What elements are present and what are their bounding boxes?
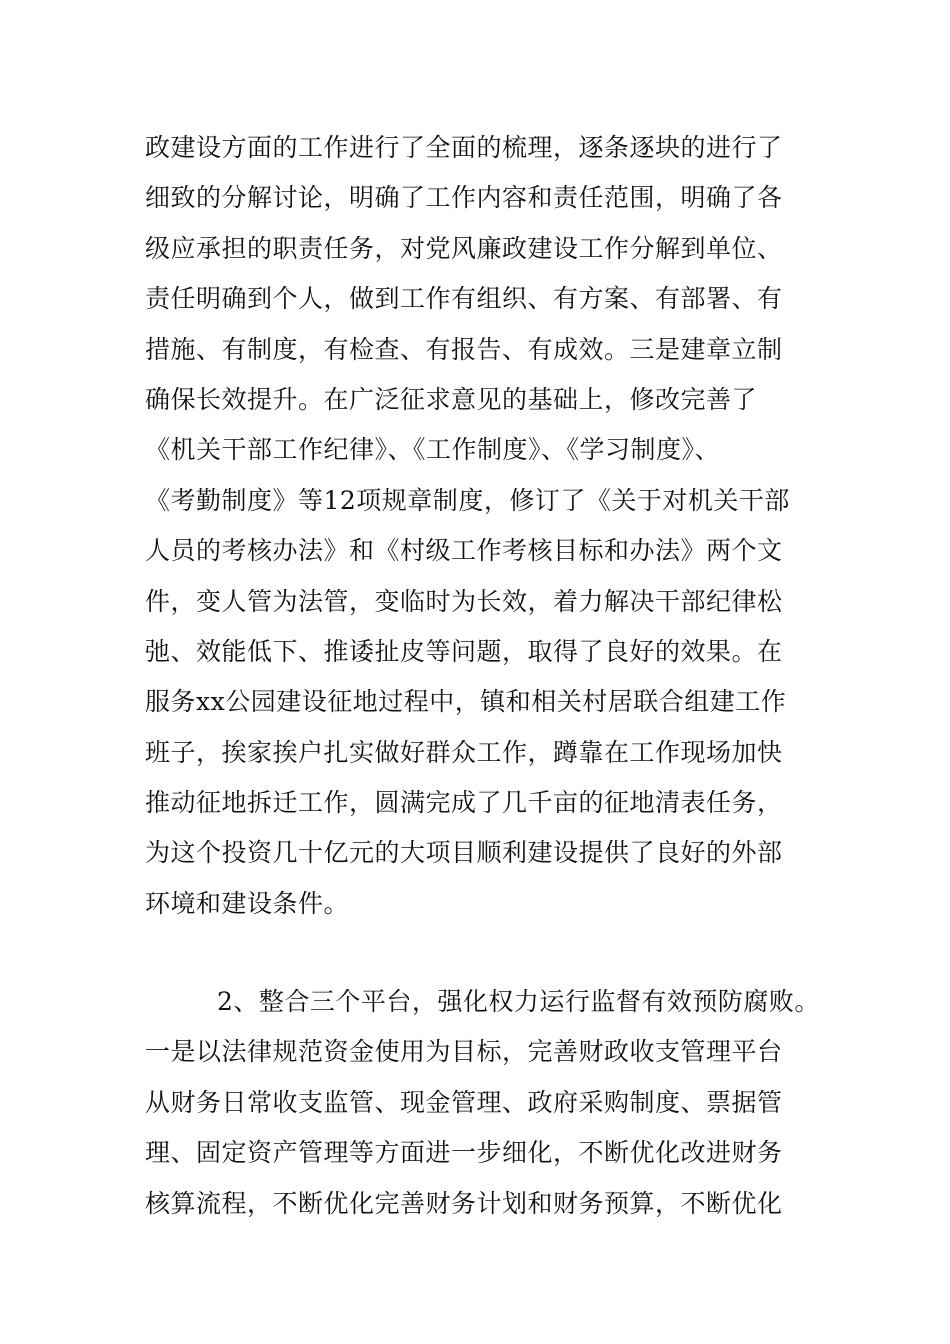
paragraph-line: 措施、有制度，有检查、有报告、有成效。三是建章立制 bbox=[145, 334, 783, 364]
paragraph-2 bbox=[145, 977, 845, 1229]
paragraph-line: 从财务日常收支监管、现金管理、政府采购制度、票据管 bbox=[145, 1087, 783, 1117]
paragraph-line: 确保长效提升。在广泛征求意见的基础上，修改完善了 bbox=[145, 384, 758, 414]
paragraph-1 bbox=[145, 123, 845, 929]
paragraph-line: 弛、效能低下、推诿扯皮等问题，取得了良好的效果。在 bbox=[145, 636, 783, 666]
paragraph-line: 政建设方面的工作进行了全面的梳理，逐条逐块的进行了 bbox=[145, 133, 783, 162]
paragraph-line: 班子，挨家挨户扎实做好群众工作，蹲靠在工作现场加快 bbox=[145, 737, 783, 767]
paragraph-line: 《考勤制度》等12项规章制度，修订了《关于对机关干部 bbox=[145, 485, 790, 515]
paragraph-line: 人员的考核办法》和《村级工作考核目标和办法》两个文 bbox=[145, 536, 783, 566]
paragraph-line: 服务xx公园建设征地过程中，镇和相关村居联合组建工作 bbox=[145, 687, 787, 717]
paragraph-line: 理、固定资产管理等方面进一步细化，不断优化改进财务 bbox=[145, 1138, 783, 1168]
paragraph-line: 一是以法律规范资金使用为目标，完善财政收支管理平台 bbox=[145, 1037, 783, 1067]
paragraph-line: 《机关干部工作纪律》、《工作制度》、《学习制度》、 bbox=[145, 435, 721, 465]
section-heading-line: 2、整合三个平台，强化权力运行监督有效预防腐败。 bbox=[217, 987, 820, 1016]
paragraph-line: 责任明确到个人，做到工作有组织、有方案、有部署、有 bbox=[145, 284, 783, 314]
paragraph-line: 细致的分解讨论，明确了工作内容和责任范围，明确了各 bbox=[145, 183, 783, 213]
paragraph-line: 为这个投资几十亿元的大项目顺利建设提供了良好的外部 bbox=[145, 838, 783, 868]
paragraph-line: 级应承担的职责任务，对党风廉政建设工作分解到单位、 bbox=[145, 233, 783, 263]
paragraph-line: 推动征地拆迁工作，圆满完成了几千亩的征地清表任务， bbox=[145, 788, 783, 818]
paragraph-line: 件，变人管为法管，变临时为长效，着力解决干部纪律松 bbox=[145, 586, 783, 616]
paragraph-line: 环境和建设条件。 bbox=[145, 888, 350, 918]
paragraph-line: 核算流程，不断优化完善财务计划和财务预算，不断优化 bbox=[145, 1188, 783, 1218]
